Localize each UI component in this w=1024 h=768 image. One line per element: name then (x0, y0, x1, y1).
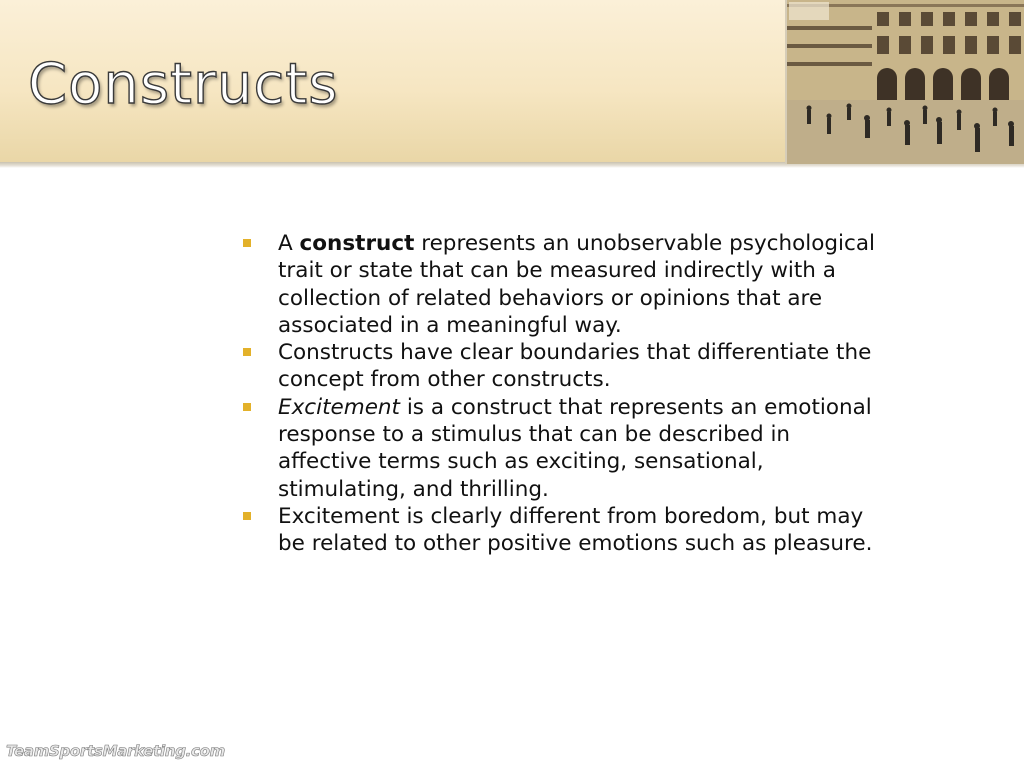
stadium-facade-photo (785, 0, 1024, 164)
bullet-item (240, 394, 890, 503)
bullet-list (240, 230, 890, 558)
bullet-marker (243, 348, 251, 356)
bullet-marker (243, 512, 251, 520)
bullet-text: A (278, 231, 300, 256)
bullet-marker (243, 403, 251, 411)
bullet-text: Constructs have clear boundaries that differentiate the concept from other constructs. (278, 340, 872, 393)
bullet-item (240, 230, 890, 339)
bullet-item (240, 503, 890, 558)
bullet-text: represents an unobservable psychological trait or state that can be measured indirectly with a collection of related behaviors or opinions that are associated in a meaningful way. (278, 231, 875, 338)
footer-watermark: TeamSportsMarketing.com (6, 742, 225, 760)
italic-term: Excitement (278, 394, 400, 420)
content-area (240, 230, 890, 558)
bullet-text: is a construct that represents an emotional response to a stimulus that can be described in affective terms such as exciting, sensational, stimulating, and thrilling. (278, 394, 872, 502)
bullet-marker (243, 239, 251, 247)
bold-term: construct (299, 231, 415, 256)
slide-title: Constructs (28, 52, 339, 117)
bullet-text: Excitement is clearly different from boredom, but may be related to other positive emotions such as pleasure. (278, 503, 873, 557)
bullet-item (240, 339, 890, 394)
